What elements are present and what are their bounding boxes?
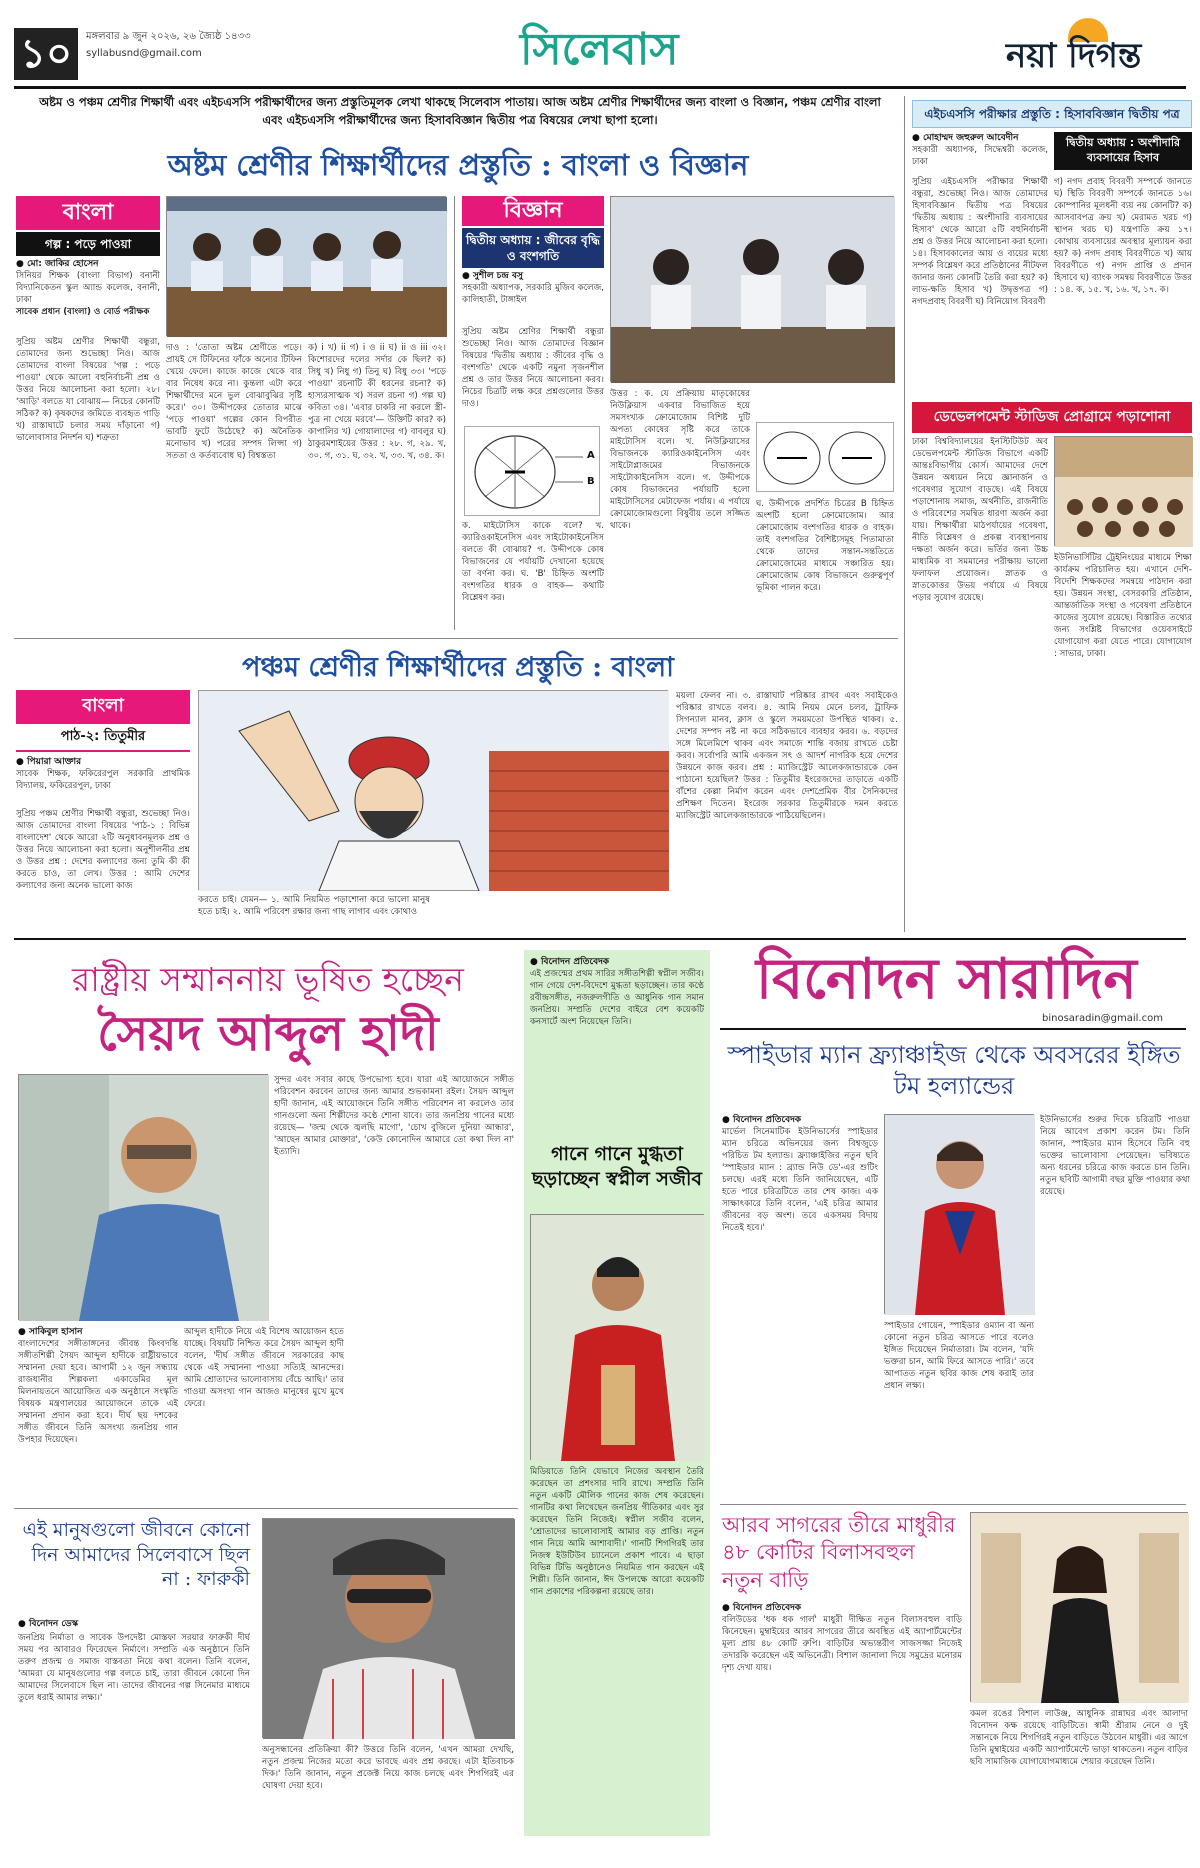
- class5-body-3: ময়লা ফেলব না। ৩. রাস্তাঘাট পরিষ্কার রাখব এবং সবাইকেও পরিষ্কার রাখতে বলব। ৪. আমি নিয়ম মেনে চলব, ট্রাফিক সিগন্যাল মানব, ক্লাস ও স্কুলে সময়মতো উপস্থিত থাকব। ৫. দেশের সম্পদ নষ্ট না করে সঠিকভাবে ব্যবহার করব। ৬. বড়দের সঙ্গে মিলেমিশে থাকব এবং সমাজে শান্তি বজায় রাখতে চেষ্টা করব। সর্বোপরি আমি একজন সৎ ও আদর্শ নাগরিক হয়ে দেশের উন্নয়নে কাজ করব। প্রশ্ন : ম্যাজিস্ট্রেট আলেকজান্ডারকে কেন পাঠানো হয়েছিল? উত্তর : তিতুমীর ইংরেজদের তাড়াতে একটি বাঁশের কেল্লা নির্মাণ করেন এবং দেশপ্রেমিক বীর সৈনিকদের প্রশিক্ষণ দিতেন। ইংরেজ সরকার তিতুমীরকে দমন করতে ম্যাজিস্ট্রেট আলেকজান্ডারকে পাঠিয়েছিলেন।: [676, 691, 898, 822]
- madhuri-body-2: কমল রঙের বিশাল লাউঞ্জ, আধুনিক রান্নাঘর এবং আলাদা বিনোদন কক্ষ রয়েছে বাড়িটিতে। স্বামী শ্রীরাম নেনে ও দুই সন্তানকে নিয়ে শিগগিরই নতুন বাড়িতে উঠবেন মাধুরী। এর আগে তিনি মুম্বাইয়ের একটি অ্যাপার্টমেন্টে ভাড়া থাকতেন। নতুন বাড়ির ছবি সামাজিক যোগাযোগমাধ্যমে শেয়ার করেছেন তিনি।: [970, 1709, 1188, 1768]
- tom-body-3: স্পাইডার গোয়েন, স্পাইডার ওম্যান বা অন্য কোনো নতুন চরিত্র আসতে পারে বলেও ইঙ্গিত দিয়েছেন নির্মাতারা। টম বলেন, 'যদি ভক্তরা চান, আমি ফিরে আসতে পারি।' তবে আপাতত নতুন ছবির কাজ শেষ করাই তার প্রধান লক্ষ্য।: [884, 1321, 1034, 1392]
- tom-headline: স্পাইডার ম্যান ফ্র্যাঞ্চাইজ থেকে অবসরের ইঙ্গিত টম হল্যান্ডের: [727, 1041, 1181, 1101]
- page-number: ১০: [14, 28, 78, 80]
- singer-portrait-icon: [19, 1075, 269, 1321]
- hsc-author-role: সহকারী অধ্যাপক, সিদ্ধেশ্বরী কলেজ, ঢাকা: [912, 145, 1048, 168]
- swapnil-body-2: মিডিয়াতে তিনি যেভাবে নিজের অবস্থান তৈরি করেছেন তা প্রশংসার দাবি রাখে। সম্প্রতি তিনি নতুন একটি মৌলিক গানের কাজ শেষ করেছেন। গানটির কথা লিখেছেন জনপ্রিয় গীতিকার এবং সুর করেছেন তিনি নিজেই। স্বপ্নীল সজীব বলেন, 'শ্রোতাদের ভালোবাসাই আমার বড় প্রাপ্তি। নতুন গান নিয়ে আমি আশাবাদী।' গানটি শিগগিরই তার নিজস্ব ইউটিউব চ্যানেলে প্রকাশ পাবে। এ ছাড়া বিভিন্ন টিভি অনুষ্ঠানেও নিয়মিত গান করছেন এই শিল্পী। তিনি জানান, ঈদ উপলক্ষে আরো কয়েকটি গান প্রকাশের পরিকল্পনা রয়েছে তার।: [530, 1467, 704, 1598]
- binodon-divider: [720, 1504, 1186, 1505]
- class5-body-1: সুপ্রিয় পঞ্চম শ্রেণীর শিক্ষার্থী বন্ধুরা, শুভেচ্ছা নিও। আজ তোমাদের বাংলা বিষয়ের 'পাঠ-১ : বিভিন্ন বাংলাদেশ' থেকে আরো ২টি অনুধাবনমূলক প্রশ্ন ও উত্তর নিয়ে আলোচনা করা হলো। অনুশীলনীর প্রশ্ন ও উত্তর প্রশ্ন : দেশের কল্যাণের জন্য তুমি কী কী করতে চাও, তা লেখ। উত্তর : আমি দেশের কল্যাণের জন্য অনেক ভালো কাজ: [16, 809, 190, 892]
- classroom-photo: [166, 196, 446, 336]
- class5-body-2: করতে চাই। যেমন— ১. আমি নিয়মিত পড়াশোনা করে ভালো মানুষ হতে চাই। ২. আমি পরিবেশ রক্ষার জন্য গাছ লাগাব এবং কোথাও: [198, 895, 430, 918]
- intro-text: অষ্টম ও পঞ্চম শ্রেণীর শিক্ষার্থী এবং এইচএসসি পরীক্ষার্থীদের জন্য প্রস্তুতিমূলক লেখা থাকছে সিলেবাস পাতায়। আজ অষ্টম শ্রেণীর শিক্ষার্থীদের জন্য বাংলা ও বিজ্ঞান, পঞ্চম শ্রেণীর বাংলা এবং এইচএসসি পরীক্ষার্থীদের জন্য হিসাববিজ্ঞান দ্বিতীয় পত্র বিষয়ের লেখা ছাপা হলো।: [39, 95, 881, 127]
- newspaper-logo: নয়া দিগন্ত: [1006, 36, 1142, 76]
- madhuri-photo: [970, 1512, 1188, 1702]
- binodon-logo: [756, 942, 1137, 1018]
- swapnil-headline: গানে গানে মুগ্ধতা ছড়াচ্ছেন স্বপ্নীল সজীব: [532, 1143, 702, 1190]
- science-body-2: ক. মাইটোসিস কাকে বলে? খ. ক্যারিওকাইনেসিস এবং সাইটোকাইনেসিস বলতে কী বোঝায়? গ. উদ্দীপকে কোষ বিভাজনের যে পর্যায়টি দেখানো হয়েছে তা বর্ণনা কর। ঘ. 'B' চিহ্নিত অংশটি বংশগতির ধারক ও বাহক— কথাটি বিশ্লেষণ কর।: [462, 521, 604, 604]
- binodon-logo-text: বিনোদন সারাদিন: [756, 946, 1137, 1012]
- fig-label-a: A: [587, 450, 595, 461]
- bangla-tag: বাংলা: [16, 196, 160, 230]
- bangla-author-extra: সাবেক প্রধান (বাংলা) ও বোর্ড পরীক্ষক: [16, 307, 150, 317]
- cell-division-diagram: [464, 426, 600, 516]
- swapnil-author: ● বিনোদন প্রতিবেদক: [530, 957, 610, 967]
- actress-home-icon: [971, 1513, 1189, 1703]
- honor-author: ● সাকিবুল হাসান: [18, 1327, 83, 1337]
- class8-title: অষ্টম শ্রেণীর শিক্ষার্থীদের প্রস্তুতি : বাংলা ও বিজ্ঞান: [167, 148, 749, 182]
- bangla-body-3: ক) i খ) ii গ) i ও ii ঘ) ii ও iii ৩২। কিশোরদের দলের সর্দার কে ছিল? ক) সিধু খ) নিধু গ) তিনু ঘ) বিধু ৩৩। 'পড়ে পাওয়া' রচনাটি কী ধরনের রচনা? ক) হাস্যরসাত্মক খ) সরল রচনা গ) গল্প ঘ) কবিতা ৩৪। 'এবার চাকরি না করলে স্ত্রী-পুত্র না খেয়ে মরবে'— উক্তিটি কার? ক) কাপালির খ) গোয়ালাদের গ) বাবলুর ঘ) ঠাকুরমশাইয়ের উত্তর : ২৮. গ, ২৯. খ, ৩০. গ, ৩১. ঘ, ৩২. খ, ৩৩. খ, ৩৪. ক।: [308, 343, 446, 462]
- bangla-subtag: গল্প : পড়ে পাওয়া: [16, 232, 160, 256]
- farooki-photo: [262, 1518, 514, 1738]
- header-meta: [86, 30, 251, 63]
- science-author: ● সুশীল চন্দ্র বসু: [462, 271, 523, 281]
- exam-hall-photo: [610, 196, 894, 382]
- class5-author-role: সাবেক শিক্ষক, ফকিরেরপুল সরকারি প্রাথমিক বিদ্যালয়, ফকিরেরপুল, ঢাকা: [16, 769, 190, 792]
- tom-body-2: ইউনিভার্সের শুরুর দিকে চরিত্রটি পাওয়া নিয়ে আবেগ প্রকাশ করেন টম। তিনি জানান, স্পাইডার ম্যান হিসেবে তিনি বহু ভক্তের ভালোবাসা পেয়েছেন। ভবিষ্যতে অন্য ধরনের চরিত্রে কাজ করতে চান তিনি। নতুন ছবিটি আগামী বছর মুক্তি পাওয়ার কথা রয়েছে।: [1040, 1115, 1190, 1198]
- hsc-body-2: গ) নগদ প্রবাহ বিবরণী সম্পর্কে জানতে ঘ) স্থিতি বিবরণী সম্পর্কে জানতে ১৬। কোম্পানির মূলধনী ব্যয় নয় কোনটি? ক) আসবাবপত্র ক্রয় খ) মেরামত খরচ গ) স্থাপন খরচ ঘ) যন্ত্রপাতি ক্রয় ১৭। কোথায় ব্যবসায়ের অবস্থার মূল্যায়ন করা হয়? ক) নগদ প্রবাহ বিবরণীতে খ) আয় বিবরণীতে গ) নগদ প্রাপ্তি ও প্রদান হিসাবে ঘ) ব্যাংক সমন্বয় বিবরণীতে উত্তর : ১৪. ক, ১৫. খ, ১৬. খ, ১৭. ক।: [1054, 177, 1192, 296]
- director-portrait-icon: [263, 1519, 515, 1739]
- bottom-section-rule: [14, 938, 1186, 940]
- chromosome-diagram: [756, 422, 894, 492]
- science-body-4: ঘ. উদ্দীপকে প্রদর্শিত চিত্রের B চিহ্নিত অংশটি হলো ক্রোমোজোম। আর ক্রোমোজোম বংশগতির ধারক ও বাহক। তাই বংশগতির বৈশিষ্ট্যসমূহ পিতামাতা থেকে তাদের সন্তান-সন্ততিতে ক্রোমোজোমের মাধ্যমে সঞ্চারিত হয়। ক্রোমোজোম কোষ বিভাজনে গুরুত্বপূর্ণ ভূমিকা পালন করে।: [756, 499, 894, 594]
- bangla-author: ● মো: জাকির হোসেন: [16, 259, 99, 269]
- science-body-3: উত্তর : ক. যে প্রক্রিয়ায় মাতৃকোষের নিউক্লিয়াস একবার বিভাজিত হয়ে সমসংখ্যক ক্রোমোজোম বিশিষ্ট দুটি অপত্য কোষের সৃষ্টি করে তাকে মাইটোসিস বলে। খ. নিউক্লিয়াসের বিভাজনকে ক্যারিওকাইনেসিস এবং সাইটোপ্লাজমের বিভাজনকে সাইটোকাইনেসিস বলে। গ. উদ্দীপকে কোষ বিভাজনের পর্যায়টি হলো মাইটোসিসের মেটাফেজ পর্যায়। এ পর্যায়ে ক্রোমোজোমগুলো বিষুবীয় তলে সজ্জিত থাকে।: [610, 389, 750, 532]
- fig-label-b: B: [587, 476, 595, 487]
- audience-image-icon: [1055, 437, 1193, 547]
- honor-headline-1: রাষ্ট্রীয় সম্মাননায় ভূষিত হচ্ছেন: [72, 960, 464, 999]
- chromosome-icon: [757, 423, 895, 493]
- swapnil-photo: [530, 1214, 704, 1460]
- honor-headline-2: সৈয়দ আব্দুল হাদী: [97, 1006, 439, 1062]
- section-email[interactable]: syllabusnd@gmail.com: [86, 47, 202, 59]
- farooki-headline: এই মানুষগুলো জীবনে কোনো দিন আমাদের সিলেবাসে ছিল না : ফারুকী: [22, 1519, 250, 1591]
- class5-title: পঞ্চম শ্রেণীর শিক্ষার্থীদের প্রস্তুতি : বাংলা: [242, 652, 674, 683]
- abdul-hadi-photo: [18, 1074, 268, 1320]
- class5-author: ● পিয়ারা আক্তার: [16, 757, 82, 767]
- seminar-photo: [1054, 436, 1192, 546]
- tom-body-1: মার্ভেল সিনেমাটিক ইউনিভার্সের স্পাইডার ম্যান চরিত্রে অভিনয়ের জন্য বিশ্বজুড়ে পরিচিত টম হল্যান্ড। ফ্র্যাঞ্চাইজির নতুন ছবি 'স্পাইডার ম্যান : ব্র্যান্ড নিউ ডে'-এর শুটিং চলছে। এরই মধ্যে তিনি জানিয়েছেন, এটি হতে পারে চরিত্রটিতে তার শেষ কাজ। এক সাক্ষাৎকারে তিনি বলেন, 'এই চরিত্র আমার জীবনের বড় অংশ। তবে একসময় বিদায় নিতেই হবে।': [722, 1127, 878, 1234]
- issue-date: মঙ্গলবার ৯ জুন ২০২৬, ২৬ জ্যৈষ্ঠ ১৪৩৩: [86, 31, 251, 42]
- dev-body-1: ঢাকা বিশ্ববিদ্যালয়ের ইনস্টিটিউট অব ডেভেলপমেন্ট স্টাডিজ বিভাগে একটি আন্তঃবিভাগীয় কোর্স। আমাদের দেশে উন্নয়ন অধ্যয়ন নিয়ে জ্ঞানার্জন ও গবেষণার সুযোগ বাড়ছে। এই বিষয়ে পড়াশোনায় সমাজ, অর্থনীতি, রাজনীতি ও পরিবেশের সমন্বিত ধারণা অর্জন করা যায়। শিক্ষার্থীরা মাঠপর্যায়ের গবেষণা, নীতি বিশ্লেষণ ও প্রকল্প ব্যবস্থাপনায় দক্ষতা অর্জন করে। ভর্তির জন্য উচ্চ মাধ্যমিক বা সমমানের পরীক্ষায় ভালো ফলাফল প্রয়োজন। স্নাতক ও স্নাতকোত্তর উভয় পর্যায়ে এ বিষয়ে পড়ার সুযোগ রয়েছে।: [912, 437, 1048, 604]
- cell-diagram-icon: [465, 427, 601, 517]
- madhuri-author: ● বিনোদন প্রতিবেদক: [722, 1603, 802, 1613]
- binodon-rule: [720, 1028, 1186, 1030]
- science-subtag: দ্বিতীয় অধ্যায় : জীবের বৃদ্ধি ও বংশগতি: [462, 228, 604, 268]
- binodon-email[interactable]: binosaradin@gmail.com: [1042, 1013, 1163, 1024]
- madhuri-headline: আরব সাগরের তীরে মাধুরীর ৪৮ কোটির বিলাসবহুল নতুন বাড়ি: [722, 1513, 956, 1592]
- titumir-illustration: [198, 690, 668, 890]
- bangla-body-2: দাও : 'তোতা অষ্টম শ্রেণীতে পড়ে। প্রায়ই সে টিফিনের ফাঁকে অন্যের টিফিন খেয়ে ফেলে। কাজে কাজে থেকে বার বার নিষেধ করে না। কুন্তলা এটা করে শিক্ষার্থীদের মনে ভুল বোঝাবুঝির সৃষ্টি করে।' ৩০। উদ্দীপকের তোতার মাঝে 'পড়ে পাওয়া' গল্পের কোন বিপরীত ভাবটি ফুটে উঠেছে? ক) অনৈতিক মনোভাব খ) পরের সম্পদ লিপ্সা গ) সততা ও কর্তব্যবোধ ঘ) বিশ্বস্ততা: [166, 343, 302, 462]
- dev-body-2: ইউনিভার্সিটির ট্রেইনিংয়ের মাধ্যমে শিক্ষা কার্যক্রম পরিচালিত হয়। এখানে দেশি-বিদেশি শিক্ষকদের সমন্বয়ে পাঠদান করা হয়। উন্নয়ন সংস্থা, বেসরকারি প্রতিষ্ঠান, আন্তর্জাতিক সংস্থা ও গবেষণা প্রতিষ্ঠানে কাজের সুযোগ রয়েছে। বিস্তারিত তথ্যের জন্য সংশ্লিষ্ট বিভাগের ওয়েবসাইটে যোগাযোগ করা যেতে পারে। যোগাযোগ : সাভার, ঢাকা।: [1054, 553, 1192, 660]
- spiderman-actor-icon: [885, 1115, 1035, 1315]
- farooki-author: ● বিনোদন ডেস্ক: [18, 1619, 79, 1629]
- tom-holland-photo: [884, 1114, 1034, 1314]
- hsc-header: এইচএসসি পরীক্ষার প্রস্তুতি : হিসাববিজ্ঞান দ্বিতীয় পত্র: [912, 100, 1192, 128]
- bangla-author-role: সিনিয়র শিক্ষক (বাংলা বিভাগ) বনানী বিদ্যানিকেতন স্কুল অ্যান্ড কলেজ, বনানী, ঢাকা: [16, 271, 160, 306]
- section-masthead: সিলেবাস: [520, 24, 679, 75]
- madhuri-body-1: বলিউডের 'ধক ধক গার্ল' মাধুরী দীক্ষিত নতুন বিলাসবহুল বাড়ি কিনেছেন। মুম্বাইয়ের আরব সাগরের তীরে অবস্থিত এই অ্যাপার্টমেন্টের মূল্য প্রায় ৪৮ কোটি রুপি। বাড়িটির অভ্যন্তরীণ সাজসজ্জা নিজেই তদারকি করেছেন এই অভিনেত্রী। বিশাল জানালা দিয়ে সমুদ্রের মনোরম দৃশ্য দেখা যায়।: [722, 1615, 962, 1674]
- students-image-icon: [167, 197, 447, 337]
- farooki-body-1: জনপ্রিয় নির্মাতা ও সাবেক উপদেষ্টা মোস্তফা সরয়ার ফারুকী দীর্ঘ সময় পর আবারও ফিরেছেন নির্মাণে। সম্প্রতি এক অনুষ্ঠানে তিনি তরুণ প্রজন্ম ও সমাজ বাস্তবতা নিয়ে কথা বলেন। তিনি বলেন, 'আমরা যে মানুষগুলোর গল্প বলতে চাই, তারা জীবনে কোনো দিন আমাদের সিলেবাসে ছিল না। তাদের জীবনের গল্প সিনেমার মাধ্যমে তুলে ধরাই আমার লক্ষ্য।': [18, 1633, 250, 1704]
- science-tag: বিজ্ঞান: [462, 196, 604, 226]
- section-divider: [14, 638, 898, 639]
- hsc-chapter: দ্বিতীয় অধ্যায় : অংশীদারি ব্যবসায়ের হিসাব: [1054, 132, 1192, 170]
- honor-body-1: বাংলাদেশের সঙ্গীতাঙ্গনের জীবন্ত কিংবদন্তি সঙ্গীতশিল্পী সৈয়দ আব্দুল হাদীকে রাষ্ট্রীয়ভাবে সম্মাননা দেয়া হবে। আগামী ১২ জুন সন্ধ্যায় রাজধানীর শিল্পকলা একাডেমির মূল মিলনায়তনে আয়োজিত এক অনুষ্ঠানে সংস্কৃতি বিষয়ক মন্ত্রণালয়ের আয়োজনে তাকে এই সম্মাননা প্রদান করা হবে। দীর্ঘ ছয় দশকের সঙ্গীত জীবনে তিনি অসংখ্য জনপ্রিয় গান উপহার দিয়েছেন।: [18, 1339, 178, 1446]
- swapnil-body-1: এই প্রজন্মের প্রথম সারির সঙ্গীতশিল্পী স্বপ্নীল সজীব। গান গেয়ে দেশ-বিদেশে মুগ্ধতা ছড়াচ্ছেন। তার কণ্ঠে রবীন্দ্রসঙ্গীত, নজরুলগীতি ও আধুনিক গান সমান জনপ্রিয়। সম্প্রতি দেশের বাইরে বেশ কয়েকটি কনসার্টে অংশ নিয়েছেন তিনি।: [530, 969, 704, 1028]
- singer-with-guitar-icon: [531, 1215, 705, 1461]
- honor-continued-space: [350, 1326, 514, 1502]
- header-rule: [14, 86, 1186, 89]
- hsc-author: ● মোহাম্মদ জহুরুল আবেদীন: [912, 133, 1019, 143]
- honor-body-3: সুন্দর এবং সবার কাছে উপভোগ্য হবে। যারা এই আয়োজনে সঙ্গীত পরিবেশন করবেন তাদের জন্য আমার শুভকামনা রইল। সৈয়দ আব্দুল হাদী জানান, এই আয়োজনে তিনি সঙ্গীত পরিবেশন না করলেও তার গানগুলো অন্য শিল্পীদের কণ্ঠে শোনা যাবে। তার জনপ্রিয় গানের মধ্যে রয়েছে— 'জন্ম থেকে জ্বলছি মাগো', 'চোখ বুজিলে দুনিয়া আন্ধার', 'আছেন আমার মোক্তার', 'কেউ কোনোদিন আমারে তো কথা দিল না' ইত্যাদি।: [274, 1075, 514, 1158]
- science-body-1: সুপ্রিয় অষ্টম শ্রেণির শিক্ষার্থী বন্ধুরা শুভেচ্ছা নিও। আজ তোমাদের বিজ্ঞান বিষয়ের 'দ্বিতীয় অধ্যায় : জীবের বৃদ্ধি ও বংশগতি' থেকে একটি নমুনা সৃজনশীল প্রশ্ন ও তার উত্তর নিয়ে আলোচনা করব। নিচের চিত্রটি লক্ষ করে প্রশ্নগুলোর উত্তর দাও।: [462, 327, 604, 410]
- titumir-drawing-icon: [199, 691, 669, 891]
- science-author-role: সহকারী অধ্যাপক, সরকারি মুজিব কলেজ, কালিহাতী, টাঙ্গাইল: [462, 283, 604, 306]
- hsc-body-1: সুপ্রিয় এইচএসসি পরীক্ষার শিক্ষার্থী বন্ধুরা, শুভেচ্ছা নিও। আজ তোমাদের হিসাববিজ্ঞান দ্বিতীয় পত্র বিষয়ের 'দ্বিতীয় অধ্যায় : অংশীদারি ব্যবসায়ের হিসাব' থেকে আরো ৫টি বহুনির্বাচনী প্রশ্ন ও উত্তর নিয়ে আলোচনা করা হলো। ১৪। হিসাবকালের আয় ও ব্যয়ের মধ্যে সম্পর্ক বিশ্লেষণ করে প্রতিষ্ঠানের নীটফল জানার জন্য কোনটি তৈরি করা হয়? ক) লাভ-ক্ষতি হিসাব খ) উদ্বৃত্তপত্র গ) নগদপ্রবাহ বিবরণী ঘ) বিনিয়োগ বিবরণী: [912, 177, 1048, 308]
- class5-subtag: পাঠ-২: তিতুমীর: [16, 722, 190, 752]
- tom-author: ● বিনোদন প্রতিবেদক: [722, 1115, 802, 1125]
- bangla-body-1: সুপ্রিয় অষ্টম শ্রেণীর শিক্ষার্থী বন্ধুরা, তোমাদের জন্য শুভেচ্ছা নিও। আজ তোমাদের বাংলা বিষয়ের 'গল্প : পড়ে পাওয়া' থেকে আলো বহুনির্বাচনী প্রশ্ন ও উত্তর নিয়ে আলোচনা করা হলো। ২৮। 'আড়ি' বলতে যা বোঝায়— নিচের কোনটি সঠিক? ক) কৃষকদের জমিতে ব্যবহৃত গাড়ি খ) রাস্তাঘাটে চলার সময় দাঁড়ানো গ) ভালোবাসার নিদর্শন ঘ) শত্রুতা: [16, 337, 160, 444]
- col-divider: [454, 196, 455, 630]
- farooki-body-2: অনুসন্ধানের প্রতিক্রিয়া কী? উত্তরে তিনি বলেন, 'এখন আমরা দেখছি, নতুন প্রজন্ম নিজের মতো করে ভাবছে এবং প্রশ্ন করছে। এটা ইতিবাচক দিক।' তিনি জানান, নতুন প্রজেক্ট নিয়ে কাজ চলছে এবং শিগগিরই এর ঘোষণা দেয়া হবে।: [262, 1745, 514, 1792]
- bottom-left-divider: [14, 1508, 518, 1509]
- honor-body-2: আব্দুল হাদীকে নিয়ে এই বিশেষ আয়োজন হতে যাচ্ছে। বিষয়টি নিশ্চিত করে সৈয়দ আব্দুল হাদী বলেন, 'দীর্ঘ সঙ্গীত জীবনে সরকারের কাছ থেকে এই সম্মাননা পাওয়া সত্যিই আনন্দের। আমি শ্রোতাদের ভালোবাসায় বেঁচে আছি।' তার গাওয়া অসংখ্য গান আজও মানুষের মুখে মুখে ফেরে।: [184, 1327, 344, 1410]
- exam-students-image-icon: [611, 197, 895, 383]
- class5-tag: বাংলা: [16, 690, 190, 722]
- dev-header: ডেভেলপমেন্ট স্টাডিজ প্রোগ্রামে পড়াশোনা: [912, 402, 1192, 433]
- right-col-divider: [904, 96, 905, 932]
